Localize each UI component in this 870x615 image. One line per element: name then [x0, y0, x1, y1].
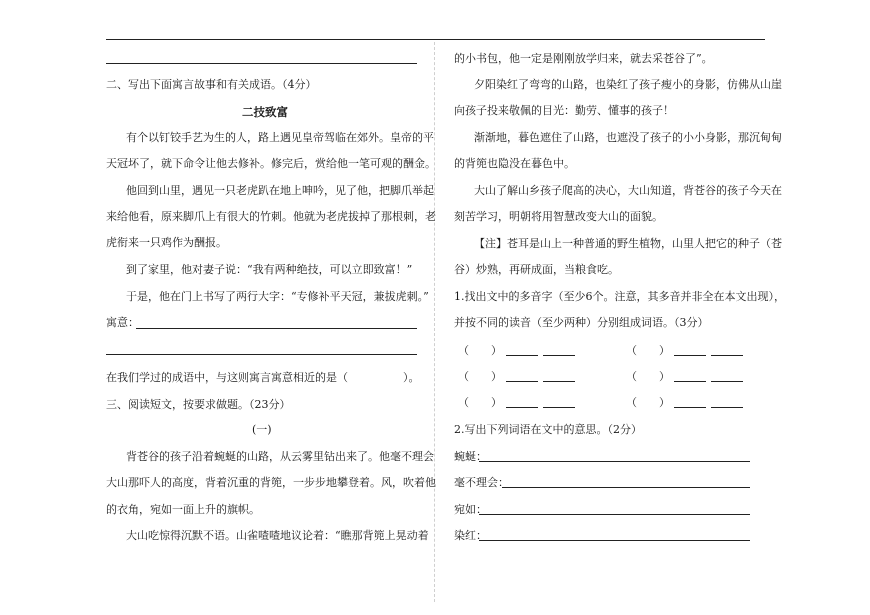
word-blank[interactable] — [543, 397, 575, 408]
polyphone-answer[interactable] — [626, 396, 743, 410]
word-blank[interactable] — [506, 371, 538, 382]
meaning-answer-line[interactable] — [106, 354, 417, 355]
polyphone-answer[interactable] — [458, 344, 575, 358]
passage-line: 夕阳染红了弯弯的山路，也染红了孩子瘦小的身影，仿佛从山崖 — [474, 78, 782, 91]
paren-blank: （ ） — [626, 370, 670, 383]
story-line: 于是，他在门上书写了两行大字：“专修补平天冠，兼拔虎刺。” — [126, 290, 429, 303]
paren-blank: （ ） — [458, 370, 502, 383]
word-blank[interactable] — [674, 345, 706, 356]
word-blank[interactable] — [711, 345, 743, 356]
paren-blank: （ ） — [626, 344, 670, 357]
passage-line: 的背篼也隐没在暮色中。 — [454, 157, 575, 170]
idiom-question: 在我们学过的成语中，与这则寓言寓意相近的是（ ）。 — [106, 371, 420, 384]
passage-line: 大山那吓人的高度，背着沉重的背篼，一步步地攀登着。风，吹着他 — [106, 476, 436, 489]
word-blank[interactable] — [506, 345, 538, 356]
word-blank[interactable] — [711, 397, 743, 408]
question-1: 并按不同的读音（至少两种）分别组成词语。（3分） — [454, 316, 709, 329]
note-line: 谷）炒熟，再研成面，当粮食吃。 — [454, 263, 619, 276]
word-blank[interactable] — [543, 371, 575, 382]
word-blank[interactable] — [674, 397, 706, 408]
page-top-rule — [106, 39, 765, 40]
paren-blank: （ ） — [458, 396, 502, 409]
term-label: 染红： — [454, 529, 487, 542]
word-blank[interactable] — [711, 371, 743, 382]
note-line: 【注】苍耳是山上一种普通的野生植物，山里人把它的种子（苍 — [474, 237, 782, 250]
word-blank[interactable] — [543, 345, 575, 356]
question-1: 1.找出文中的多音字（至少6个。注意，其多音并非全在本文出现）， — [454, 290, 785, 303]
term-answer-line[interactable] — [479, 461, 750, 462]
term-label: 毫不理会： — [454, 476, 509, 489]
passage-line: 向孩子投来敬佩的目光：勤劳、懂事的孩子！ — [454, 104, 674, 117]
passage-line: 刻苦学习，明朝将用智慧改变大山的面貌。 — [454, 210, 663, 223]
answer-line — [106, 63, 417, 64]
story-line: 到了家里，他对妻子说：“我有两种绝技，可以立即致富！” — [126, 263, 413, 276]
passage-line: 的衣角，宛如一面上升的旗帜。 — [106, 503, 260, 516]
paren-blank: （ ） — [626, 396, 670, 409]
story-line: 有个以钉铰手艺为生的人，路上遇见皇帝驾临在郊外。皇帝的平 — [126, 131, 434, 144]
section-heading: 三、阅读短文，按要求做题。（23分） — [106, 398, 291, 411]
term-answer-line[interactable] — [479, 514, 750, 515]
meaning-answer-line[interactable] — [136, 328, 417, 329]
term-answer-line[interactable] — [502, 487, 750, 488]
polyphone-answer[interactable] — [458, 370, 575, 384]
meaning-label: 寓意： — [106, 316, 139, 329]
story-line: 天冠坏了，就下命令让他去修补。修完后，赏给他一笔可观的酬金。 — [106, 157, 436, 170]
passage-line: 背苍谷的孩子沿着蜿蜒的山路，从云雾里钻出来了。他毫不理会 — [126, 450, 434, 463]
passage-number: (一) — [252, 423, 272, 436]
paren-blank: （ ） — [458, 344, 502, 357]
polyphone-answer[interactable] — [626, 344, 743, 358]
term-answer-line[interactable] — [479, 540, 750, 541]
word-blank[interactable] — [674, 371, 706, 382]
column-divider — [434, 42, 435, 602]
term-label: 宛如： — [454, 503, 487, 516]
polyphone-answer[interactable] — [626, 370, 743, 384]
story-line: 他回到山里，遇见一只老虎趴在地上呻吟，见了他，把脚爪举起 — [126, 184, 434, 197]
story-line: 虎衔来一只鸡作为酬报。 — [106, 236, 227, 249]
passage-line: 渐渐地，暮色遮住了山路，也遮没了孩子的小小身影，那沉甸甸 — [474, 131, 782, 144]
passage-line: 的小书包，他一定是刚刚放学归来，就去采苍谷了”。 — [454, 52, 713, 65]
polyphone-answer[interactable] — [458, 396, 575, 410]
story-line: 来给他看，原来脚爪上有很大的竹刺。他就为老虎拔掉了那根刺，老 — [106, 210, 436, 223]
passage-line: 大山了解山乡孩子爬高的决心，大山知道，背苍谷的孩子今天在 — [474, 184, 782, 197]
passage-line: 大山吃惊得沉默不语。山雀喳喳地议论着：“瞧那背篼上晃动着 — [126, 529, 429, 542]
term-label: 蜿蜒： — [454, 450, 487, 463]
question-2: 2.写出下列词语在文中的意思。（2分） — [454, 423, 642, 436]
story-title: 二技致富 — [242, 105, 288, 119]
section-heading: 二、写出下面寓言故事和有关成语。（4分） — [106, 78, 317, 91]
word-blank[interactable] — [506, 397, 538, 408]
